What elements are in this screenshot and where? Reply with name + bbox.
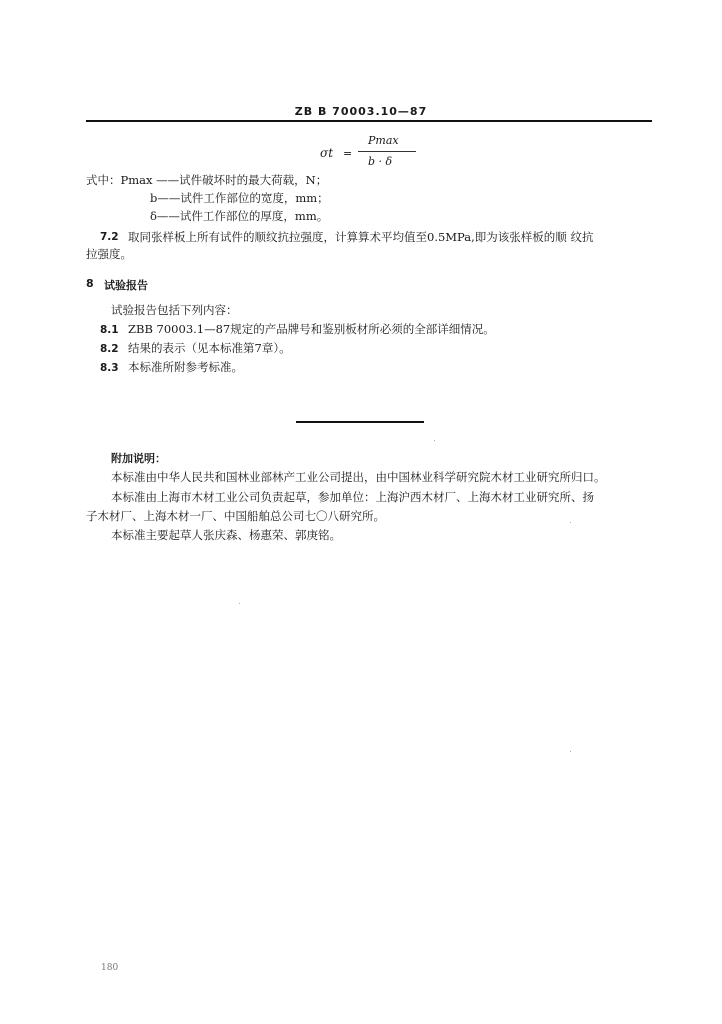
where-line-pmax: 式中：Pmax ——试件破坏时的最大荷载，N；	[86, 173, 328, 187]
section-divider-rule	[296, 421, 424, 423]
formula-denominator: b · δ	[368, 155, 393, 168]
where-line-b: b——试件工作部位的宽度，mm；	[150, 191, 329, 205]
item-8-3-number: 8.3	[100, 362, 119, 374]
section-8-intro: 试验报告包括下列内容：	[111, 303, 238, 317]
where-line-delta: δ——试件工作部位的厚度，mm。	[150, 209, 329, 223]
scan-speck	[570, 522, 571, 523]
item-8-1-text: ZBB 70003.1—87规定的产品牌号和鉴别板材所必须的全部详细情况。	[128, 322, 495, 336]
header-rule	[86, 120, 652, 122]
notes-line1: 本标准由中华人民共和国林业部林产工业公司提出，由中国林业科学研究院木材工业研究所归口。	[111, 470, 606, 484]
formula-numerator: Pmax	[368, 134, 399, 147]
scan-speck	[570, 751, 571, 752]
formula-lhs: σt	[320, 146, 334, 160]
clause-7-2-number: 7.2	[100, 231, 119, 243]
notes-line4: 本标准主要起草人张庆森、杨惠荣、郭庚铭。	[111, 528, 341, 542]
section-8-title: 试验报告	[104, 279, 148, 292]
notes-line2: 本标准由上海市木材工业公司负责起草，参加单位：上海沪西木材厂、上海木材工业研究所、扬	[111, 490, 594, 504]
standard-code-header: ZB B 70003.10—87	[294, 105, 428, 118]
notes-line3: 子木材厂、上海木材一厂、中国船舶总公司七〇八研究所。	[86, 509, 385, 523]
page-number: 180	[101, 963, 119, 973]
notes-title: 附加说明：	[111, 452, 166, 465]
formula-equals: =	[343, 147, 353, 160]
scan-speck	[239, 603, 240, 604]
section-8-number: 8	[86, 277, 94, 290]
item-8-1-number: 8.1	[100, 324, 119, 336]
item-8-2-text: 结果的表示（见本标准第7章）。	[128, 341, 291, 355]
item-8-3-text: 本标准所附参考标准。	[128, 360, 243, 374]
scan-speck	[434, 440, 435, 441]
item-8-2-number: 8.2	[100, 343, 119, 355]
formula-fraction-bar	[358, 151, 416, 152]
clause-7-2-text-line2: 拉强度。	[86, 247, 132, 261]
clause-7-2-text-line1: 取同张样板上所有试件的顺纹抗拉强度，计算算术平均值至0.5MPa,即为该张样板的顺 纹抗	[128, 230, 594, 244]
